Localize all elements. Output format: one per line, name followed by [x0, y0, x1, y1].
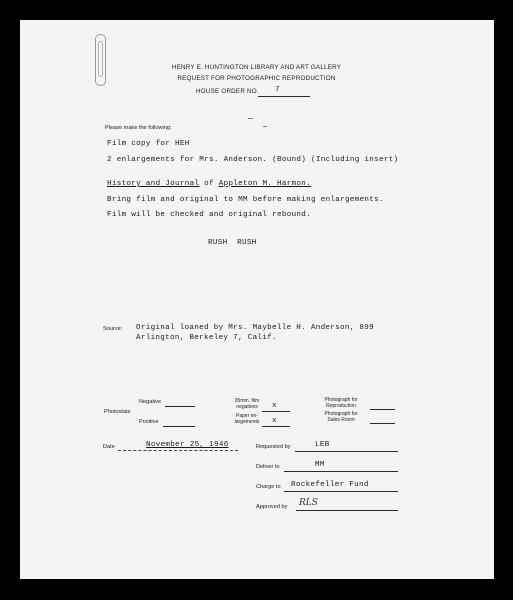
film-line [262, 411, 290, 412]
approved-by-label: Approved by [256, 504, 288, 510]
deliver-to-label: Deliver to [256, 464, 280, 470]
approved-by-signature: RLS [299, 498, 318, 508]
paper-label-line: Paper en- [236, 413, 258, 419]
instruction-line: Bring film and original to MM before making enlargements. [107, 196, 384, 204]
charge-to-label: Charge to [256, 484, 281, 490]
stray-mark [248, 118, 253, 119]
paper-label-line: largements [234, 419, 260, 425]
photo-sales-label-line: Photograph for [324, 411, 358, 417]
positive-line [163, 426, 195, 427]
requested-by-value: LEB [315, 441, 330, 449]
source-line: Original loaned by Mrs. Maybelle H. Anderson, 899 [136, 324, 374, 332]
date-label: Date [103, 444, 115, 450]
approved-by-line [296, 510, 398, 511]
photostats-label: Photostats [104, 409, 131, 415]
requested-by-label: Requested by [256, 444, 291, 450]
house-order-value: 7 [275, 86, 280, 94]
instructions-label: Please make the following: [105, 125, 172, 131]
photo-sales-label-line: Sales Room [327, 417, 355, 423]
requested-by-line [295, 451, 398, 452]
paper-line [262, 426, 290, 427]
charge-to-line [284, 491, 398, 492]
film-label-line: 35mm. film [234, 398, 260, 404]
photo-sales-line [370, 423, 395, 424]
instruction-line: Film copy for HEH [107, 140, 190, 148]
photo-repro-label-line: Reproduction [326, 403, 356, 409]
instruction-line: Film will be checked and original rebound. [107, 211, 311, 219]
house-order-line [258, 96, 310, 97]
manuscript-title-part: History and Journal [107, 180, 200, 188]
manuscript-title [107, 180, 311, 188]
paper-value: x [272, 417, 277, 425]
source-line: Arlington, Berkeley 7, Calif. [136, 334, 277, 342]
film-value: x [272, 402, 277, 410]
date-value: November 25, 1946 [146, 441, 229, 449]
manuscript-title-part: of [204, 180, 214, 188]
film-label [222, 398, 272, 410]
deliver-to-value: MM [315, 461, 325, 469]
form-title: REQUEST FOR PHOTOGRAPHIC REPRODUCTION [177, 75, 336, 82]
photo-repro-label [315, 397, 367, 409]
negative-label: Negative [139, 399, 162, 405]
positive-label: Positive [139, 419, 159, 425]
negative-line [165, 406, 195, 407]
charge-to-value: Rockefeller Fund [291, 481, 369, 489]
manuscript-title-part: Appleton M. Harmon. [218, 180, 312, 188]
rush-note: RUSH RUSH [208, 239, 257, 247]
photo-repro-line [370, 409, 395, 410]
photo-repro-label-line: Photograph for [324, 397, 358, 403]
form-page [20, 20, 494, 579]
deliver-to-line [284, 471, 398, 472]
house-order-label: HOUSE ORDER NO. [196, 88, 259, 95]
photo-sales-label [315, 411, 367, 423]
institution-name: HENRY E. HUNTINGTON LIBRARY AND ART GALLERY [171, 64, 342, 71]
date-line [118, 450, 238, 451]
paper-label [222, 413, 272, 425]
stray-mark [263, 126, 267, 127]
film-label-line: negatives [236, 404, 258, 410]
instruction-line: 2 enlargements for Mrs. Anderson. (Bound) (Including insert) [107, 156, 399, 164]
source-label: Source: [103, 326, 123, 332]
